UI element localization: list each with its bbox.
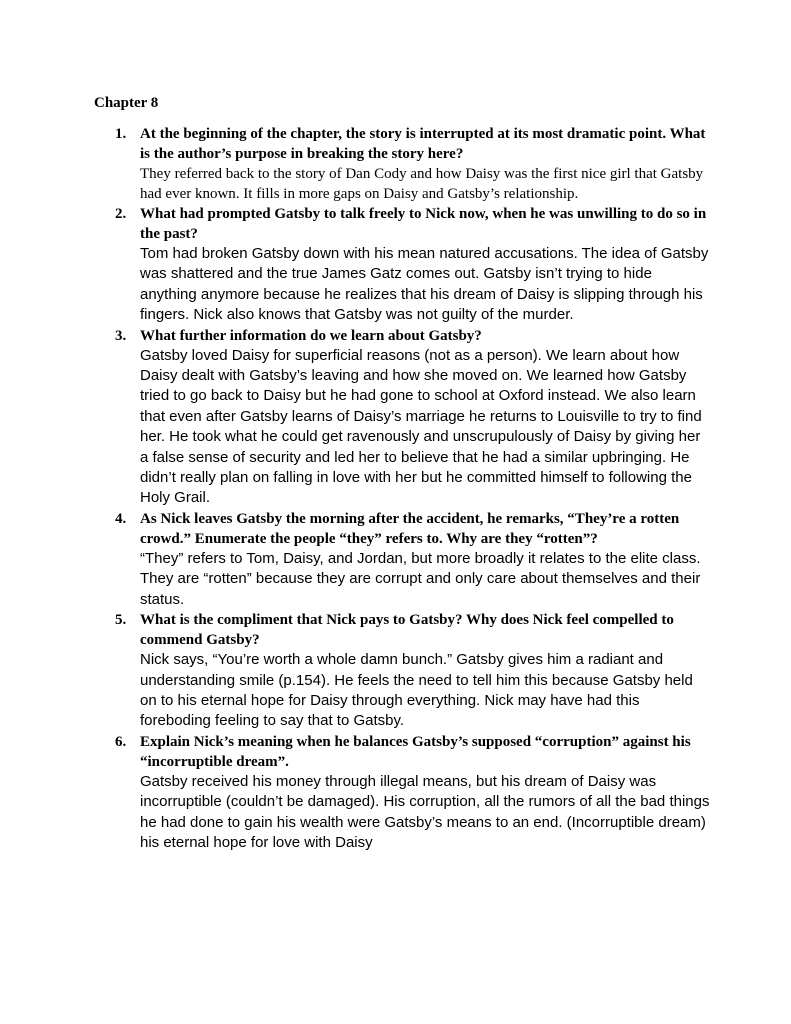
question-number: 2.: [115, 206, 127, 222]
question-text: Explain Nick’s meaning when he balances Gatsby’s supposed “corruption” against his “incorruptible dream”.: [140, 733, 691, 770]
question-text: At the beginning of the chapter, the story is interrupted at its most dramatic point. What is the author’s purpose in breaking the story here?: [140, 126, 706, 162]
question-text: As Nick leaves Gatsby the morning after the accident, he remarks, “They’re a rotten crowd.” Enumerate the people “they” refers to. Why are they “rotten”?: [140, 510, 680, 547]
question-item-1: [110, 124, 710, 204]
chapter-title: Chapter 8: [94, 95, 159, 111]
answer-text: They referred back to the story of Dan Cody and how Daisy was the first nice girl that Gatsby had ever known. It fills in more gaps on Daisy and Gatsby’s relationship.: [140, 166, 704, 202]
question-item-5: [110, 610, 710, 732]
answer-text: “They” refers to Tom, Daisy, and Jordan, but more broadly it relates to the elite class. They are “rotten” because they are corrupt and only care about themselves and their status.: [140, 549, 701, 608]
answer-text: Gatsby received his money through illegal means, but his dream of Daisy was incorruptible (couldn’t be damaged). His corruption, all the rumors of all the bad things he had done to gain his wealth were Gatsby’s means to an end. (Incorruptible dream) his eternal hope for love with Daisy: [140, 772, 710, 851]
question-list: [110, 124, 710, 853]
question-text: What is the compliment that Nick pays to Gatsby? Why does Nick feel compelled to commend Gatsby?: [140, 612, 674, 649]
question-item-4: [110, 509, 710, 610]
question-number: 6.: [115, 733, 127, 750]
question-item-6: [110, 732, 710, 854]
answer-text: Nick says, “You’re worth a whole damn bunch.” Gatsby gives him a radiant and understanding smile (p.154). He feels the need to tell him this because Gatsby held on to his eternal hope for Daisy through everything. Nick may have had this foreboding feeling to say that to Gatsby.: [140, 651, 693, 730]
question-number: 4.: [115, 510, 127, 527]
question-text: What further information do we learn about Gatsby?: [140, 327, 482, 344]
question-number: 5.: [115, 612, 127, 629]
question-text: What had prompted Gatsby to talk freely to Nick now, when he was unwilling to do so in the past?: [140, 206, 707, 242]
question-item-2: [110, 204, 710, 326]
question-item-3: [110, 326, 710, 509]
answer-text: Tom had broken Gatsby down with his mean natured accusations. The idea of Gatsby was shattered and the true James Gatz comes out. Gatsby isn’t trying to hide anything anymore because he realizes that his dream of Daisy is slipping through his fingers. Nick also knows that Gatsby was not guilty of the murder.: [140, 245, 709, 324]
question-number: 3.: [115, 327, 127, 344]
answer-text: Gatsby loved Daisy for superficial reasons (not as a person). We learn about how Daisy dealt with Gatsby’s leaving and how she moved on. We learned how Gatsby tried to go back to Daisy but he had gone to school at Oxford instead. We also learn that even after Gatsby learns of Daisy’s marriage he returns to Louisville to try to find her. He took what he could get ravenously and unscrupulously of Daisy by giving her a false sense of security and led her to believe that he had a similar upbringing. He didn’t really plan on falling in love with her but he committed himself to following the Holy Grail.: [140, 346, 702, 507]
question-number: 1.: [115, 126, 127, 142]
